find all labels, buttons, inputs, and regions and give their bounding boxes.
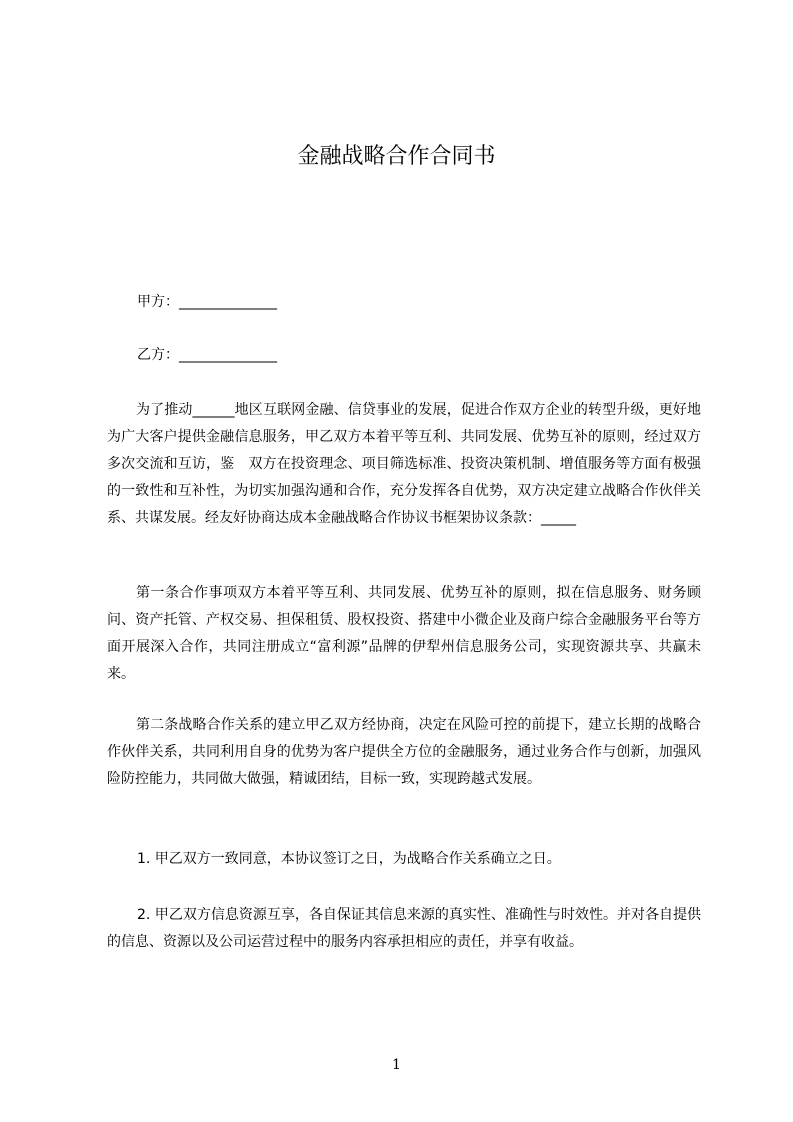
party-b-line: 乙方：______________ bbox=[137, 347, 277, 363]
party-a-line: 甲方：______________ bbox=[137, 294, 277, 310]
intro-paragraph: 为了推动______地区互联网金融、信贷事业的发展，促进合作双方企业的转型升级，更好地为广大客户提供金融信息服务，甲乙双方本着平等互利、共同发展、优势互补的原则，经过双方多次交流和互访，鉴 双方在投资理念、项目筛选标准、投资决策机制、增值服务等方面有极强的一致性和互补性，为切实加强沟通和合作，充分发挥各自优势，双方决定建立战略合作伙伴关系、共谋发展。经友好协商达成本金融战略合作协议书框架协议条款：_____ bbox=[107, 402, 701, 526]
document-title: 金融战略合作合同书 bbox=[297, 144, 496, 169]
page-number: 1 bbox=[392, 1057, 401, 1073]
clause-2-paragraph: 2. 甲乙双方信息资源互享，各自保证其信息来源的真实性、准确性与时效性。并对各自提供的信息、资源以及公司运营过程中的服务内容承担相应的责任，并享有收益。 bbox=[107, 907, 701, 950]
article-two-paragraph: 第二条战略合作关系的建立甲乙双方经协商，决定在风险可控的前提下，建立长期的战略合作伙伴关系，共同利用自身的优势为客户提供全方位的金融服务，通过业务合作与创新，加强风险防控能力，共同做大做强，精诚团结，目标一致，实现跨越式发展。 bbox=[107, 717, 701, 787]
clause-1-paragraph: 1. 甲乙双方一致同意，本协议签订之日，为战略合作关系确立之日。 bbox=[137, 851, 561, 867]
article-one-paragraph: 第一条合作事项双方本着平等互利、共同发展、优势互补的原则，拟在信息服务、财务顾问、资产托管、产权交易、担保租赁、股权投资、搭建中小微企业及商户综合金融服务平台等方面开展深入合作，共同注册成立“富利源”品牌的伊犁州信息服务公司，实现资源共享、共赢未来。 bbox=[107, 585, 701, 682]
